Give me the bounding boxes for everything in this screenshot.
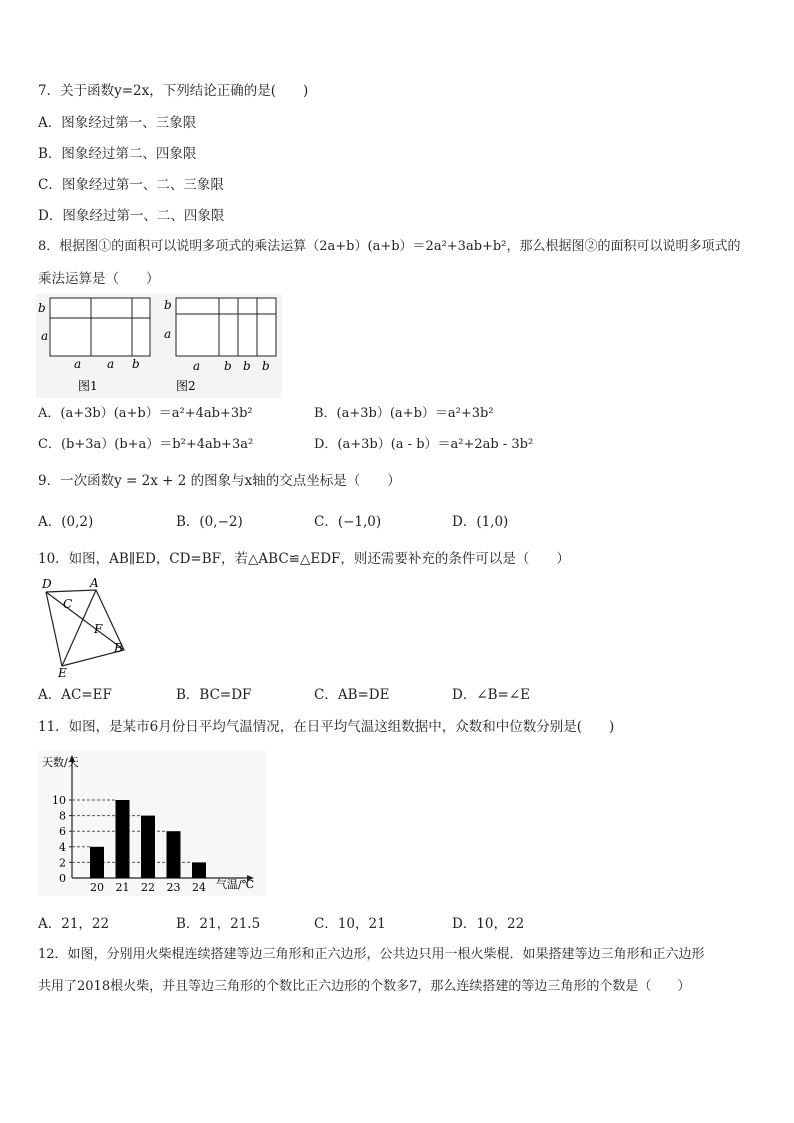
chart-ytick-label: 6 bbox=[59, 825, 66, 839]
fig1-label-b: b bbox=[38, 301, 46, 315]
fig2-label-b1: b bbox=[224, 359, 232, 373]
fig2-label-a1: a bbox=[193, 359, 201, 373]
q8-option-a: A．(a+3b）(a+b）＝a²+4ab+3b² bbox=[38, 406, 253, 421]
q7-stem: 7．关于函数y=2x，下列结论正确的是( ) bbox=[38, 83, 309, 99]
fig1-label-a2: a bbox=[107, 357, 115, 371]
chart-xtick-label: 20 bbox=[90, 881, 104, 894]
chart-xtick-label: 23 bbox=[166, 881, 181, 894]
q8-figure bbox=[36, 294, 282, 398]
fig1-caption: 图1 bbox=[78, 379, 98, 393]
q10-label-a: A bbox=[90, 576, 99, 590]
chart-bar bbox=[116, 800, 130, 878]
q12-line2: 共用了2018根火柴，并且等边三角形的个数比正六边形的个数多7，那么连续搭建的等边三角形的个数是（ ） bbox=[38, 979, 691, 994]
chart-ytick-label: 0 bbox=[59, 872, 66, 885]
chart-xtick-label: 22 bbox=[141, 881, 155, 894]
q11-option-a: A．21，22 bbox=[38, 916, 110, 932]
chart-ytick-label: 8 bbox=[59, 809, 66, 823]
q10-label-f: F bbox=[94, 622, 103, 636]
q9-stem: 9．一次函数y = 2x + 2 的图象与x轴的交点坐标是（ ） bbox=[38, 473, 401, 489]
q7-option-b: B．图象经过第二、四象限 bbox=[38, 146, 197, 162]
q10-label-e: E bbox=[58, 666, 67, 680]
q10-label-c: C bbox=[63, 597, 73, 611]
q10-option-d: D．∠B=∠E bbox=[452, 687, 531, 703]
q8-option-c: C．(b+3a）(b+a）＝b²+4ab+3a² bbox=[38, 437, 254, 452]
q10-stem: 10．如图，AB∥ED，CD=BF，若△ABC≌△EDF，则还需要补充的条件可以是（ ） bbox=[38, 551, 570, 567]
chart-xtick-label: 21 bbox=[115, 881, 130, 894]
fig1-label-a1: a bbox=[74, 357, 82, 371]
q7-option-c: C．图象经过第一、二、三象限 bbox=[38, 177, 224, 193]
chart-ylabel: 天数/天 bbox=[42, 756, 79, 769]
q11-option-b: B．21，21.5 bbox=[176, 916, 261, 932]
q11-stem: 11．如图，是某市6月份日平均气温情况，在日平均气温这组数据中，众数和中位数分别是( ) bbox=[38, 719, 615, 735]
q7-option-d: D．图象经过第一、二、四象限 bbox=[38, 208, 225, 224]
chart-xlabel: 气温/℃ bbox=[216, 878, 255, 891]
q11-option-c: C．10，21 bbox=[314, 916, 386, 932]
q11-bar-chart bbox=[38, 750, 266, 896]
q10-option-a: A．AC=EF bbox=[38, 687, 112, 703]
q9-option-d: D．(1,0) bbox=[452, 514, 509, 530]
chart-bar bbox=[192, 862, 206, 878]
q10-label-b: B bbox=[114, 641, 123, 655]
chart-bar bbox=[141, 816, 155, 878]
q9-option-b: B．(0,−2) bbox=[176, 514, 243, 530]
q10-label-d: D bbox=[42, 577, 52, 591]
fig2-label-a: a bbox=[164, 327, 172, 341]
q11-option-d: D．10，22 bbox=[452, 916, 525, 932]
q8-stem-line1: 8．根据图①的面积可以说明多项式的乘法运算（2a+b）(a+b）＝2a²+3ab+b²，那么根据图②的面积可以说明多项式的 bbox=[38, 239, 741, 254]
chart-ytick-label: 2 bbox=[59, 856, 66, 870]
chart-bar bbox=[167, 831, 181, 878]
chart-ytick-label: 10 bbox=[52, 794, 66, 807]
fig1-label-a: a bbox=[41, 329, 49, 343]
q9-option-a: A．(0,2) bbox=[38, 514, 94, 530]
chart-xtick-label: 24 bbox=[192, 881, 206, 894]
q10-figure bbox=[36, 576, 136, 682]
fig1-label-b2: b bbox=[132, 357, 140, 371]
fig2-label-b2: b bbox=[243, 359, 251, 373]
q8-option-d: D．(a+3b）(a - b）＝a²+2ab - 3b² bbox=[314, 437, 534, 452]
chart-ytick-label: 4 bbox=[59, 840, 66, 854]
q7-option-a: A．图象经过第一、三象限 bbox=[38, 115, 197, 131]
chart-bar bbox=[90, 847, 104, 878]
q8-stem-line2: 乘法运算是（ ） bbox=[38, 271, 160, 287]
q9-option-c: C．(−1,0) bbox=[314, 514, 382, 530]
q10-option-b: B．BC=DF bbox=[176, 687, 252, 703]
q10-option-c: C．AB=DE bbox=[314, 687, 390, 703]
fig2-label-b: b bbox=[164, 298, 172, 312]
fig2-caption: 图2 bbox=[176, 379, 196, 393]
fig2-label-b3: b bbox=[262, 359, 270, 373]
q8-option-b: B．(a+3b）(a+b）＝a²+3b² bbox=[314, 406, 494, 421]
q12-line1: 12．如图，分别用火柴棍连续搭建等边三角形和正六边形，公共边只用一根火柴棍．如果搭建等边三角形和正六边形 bbox=[38, 947, 705, 962]
